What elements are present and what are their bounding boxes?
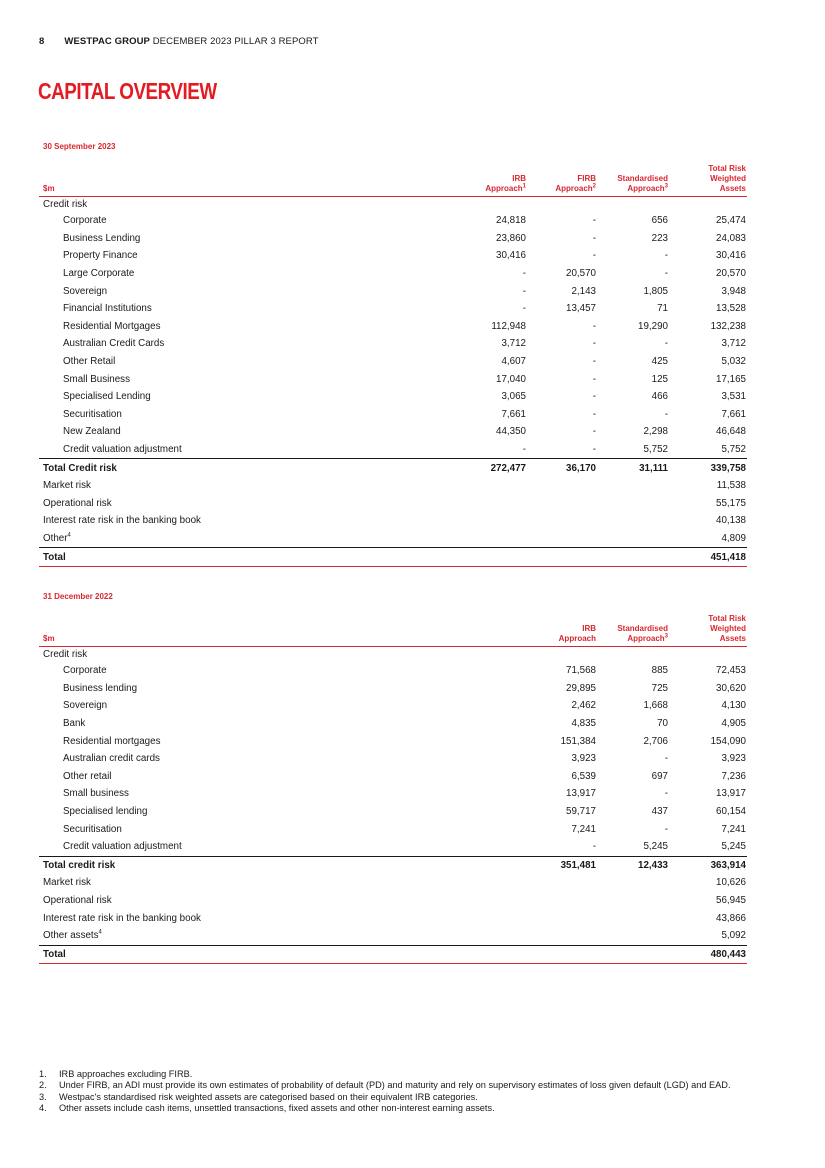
- table-row: Corporate 71,568 885 72,453: [63, 665, 746, 677]
- table-row: Market risk 10,626: [43, 877, 746, 889]
- col-header-label: $m: [39, 164, 449, 197]
- footnote: 4. Other assets include cash items, unsettled transactions, fixed assets and other non-interest earning assets.: [39, 1102, 495, 1113]
- table-row: Property Finance 30,416 - - 30,416: [63, 250, 746, 262]
- table-header-row: [39, 164, 747, 197]
- period-label-2022: 31 December 2022: [43, 592, 113, 601]
- footnote: 3. Westpac's standardised risk weighted assets are categorised based on their equivalent IRB categories.: [39, 1091, 478, 1102]
- table-row: Interest rate risk in the banking book 43,866: [43, 912, 746, 924]
- total-credit-risk-row: Total credit risk 351,481 12,433 363,914: [39, 856, 747, 874]
- header-report: DECEMBER 2023 PILLAR 3 REPORT: [152, 36, 319, 47]
- table-row: Financial Institutions - 13,457 71 13,528: [63, 303, 746, 315]
- grand-total-row: Total 480,443: [39, 945, 747, 964]
- table-row: Other retail 6,539 697 7,236: [63, 770, 746, 782]
- header-group: WESTPAC GROUP: [64, 36, 150, 47]
- col-header-label: $m: [39, 614, 527, 647]
- page-title: CAPITAL OVERVIEW: [38, 78, 217, 104]
- capital-table-2023: [39, 164, 747, 567]
- table-row: Other Retail 4,607 - 425 5,032: [63, 356, 746, 368]
- table-row: Operational risk 56,945: [43, 895, 746, 907]
- table-row: Operational risk 55,175: [43, 497, 746, 509]
- table-row: Australian credit cards 3,923 - 3,923: [63, 753, 746, 765]
- table-row: Australian Credit Cards 3,712 - - 3,712: [63, 338, 746, 350]
- table-row: Corporate 24,818 - 656 25,474: [63, 215, 746, 227]
- col-header-total-rwa: Total Risk Weighted Assets: [669, 164, 747, 197]
- col-header-firb: FIRB Approach$^2$: [527, 164, 597, 197]
- table-row: Small Business 17,040 - 125 17,165: [63, 373, 746, 385]
- col-header-irb: IRB Approach: [527, 614, 597, 647]
- footnote: 1. IRB approaches excluding FIRB.: [39, 1069, 193, 1079]
- other-row: Other assets$^4$ 5,092: [39, 927, 747, 945]
- table-row: Sovereign 2,462 1,668 4,130: [63, 700, 746, 712]
- table-row: New Zealand 44,350 - 2,298 46,648: [63, 426, 746, 438]
- section-row-credit-risk: Credit risk: [43, 199, 88, 210]
- table-header-row: [39, 614, 747, 647]
- table-row: Small business 13,917 - 13,917: [63, 788, 746, 800]
- table-row: Specialised lending 59,717 437 60,154: [63, 806, 746, 818]
- table-row: Large Corporate - 20,570 - 20,570: [63, 268, 746, 280]
- other-row: Other$^4$ 4,809: [39, 530, 747, 548]
- footnote: 2. Under FIRB, an ADI must provide its own estimates of probability of default (PD) and maturity and rely on supervisory estimates of loss given default (LGD) and EAD.: [39, 1080, 731, 1091]
- col-header-standardised: Standardised Approach$^3$: [597, 164, 669, 197]
- table-row: Business Lending 23,860 - 223 24,083: [63, 232, 746, 244]
- table-row: Specialised Lending 3,065 - 466 3,531: [63, 391, 746, 403]
- table-row: Residential Mortgages 112,948 - 19,290 132,238: [63, 320, 746, 332]
- table-row: Bank 4,835 70 4,905: [63, 718, 746, 730]
- col-header-irb: IRB Approach$^1$: [449, 164, 527, 197]
- section-row-credit-risk: Credit risk: [43, 649, 88, 660]
- grand-total-row: Total 451,418: [39, 548, 747, 567]
- table-row: Securitisation 7,241 - 7,241: [63, 823, 746, 835]
- capital-table-2022: [39, 614, 747, 964]
- table-row: Business lending 29,895 725 30,620: [63, 682, 746, 694]
- total-credit-risk-row: Total Credit risk 272,477 36,170 31,111 339,758: [39, 459, 747, 477]
- table-row: Residential mortgages 151,384 2,706 154,090: [63, 735, 746, 747]
- table-row: Credit valuation adjustment - 5,245 5,245: [63, 841, 746, 853]
- footnotes: [39, 1069, 749, 1114]
- table-row: Sovereign - 2,143 1,805 3,948: [63, 285, 746, 297]
- table-row: Credit valuation adjustment - - 5,752 5,752: [63, 444, 746, 456]
- col-header-standardised: Standardised Approach$^3$: [597, 614, 669, 647]
- period-label-2023: 30 September 2023: [43, 142, 116, 151]
- page-number: 8: [39, 36, 45, 47]
- table-row: Interest rate risk in the banking book 40,138: [43, 515, 746, 527]
- table-row: Market risk 11,538: [43, 480, 746, 492]
- page-header: [39, 36, 319, 47]
- table-row: Securitisation 7,661 - - 7,661: [63, 408, 746, 420]
- col-header-total-rwa: Total Risk Weighted Assets: [669, 614, 747, 647]
